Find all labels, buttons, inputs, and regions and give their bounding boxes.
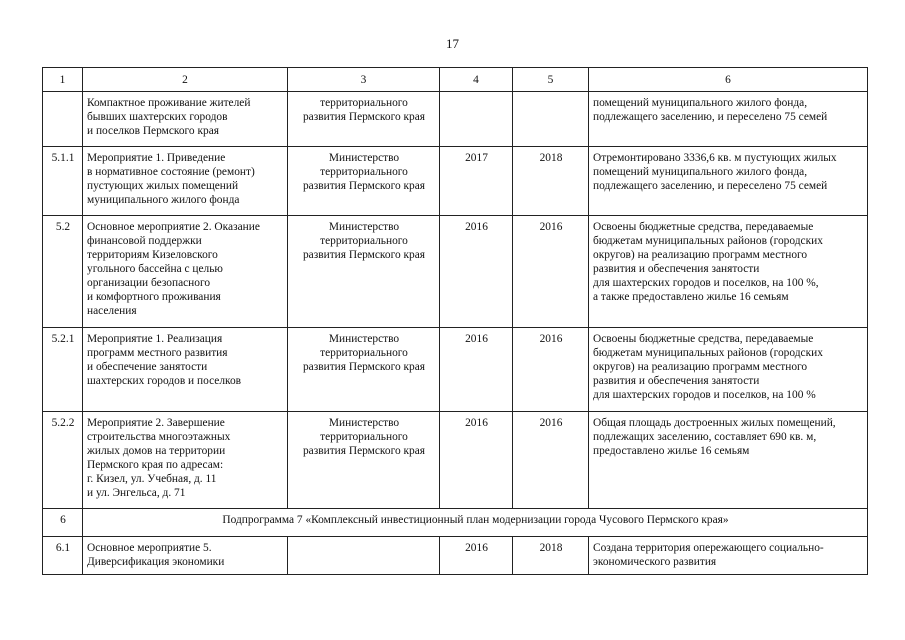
row-end-year: 2018 bbox=[513, 537, 589, 575]
row-id: 5.2.2 bbox=[43, 412, 83, 509]
row-start-year: 2016 bbox=[440, 328, 513, 412]
row-executor: Министерство территориального развития Пермского края bbox=[288, 147, 440, 216]
row-start-year: 2016 bbox=[440, 412, 513, 509]
row-start-year: 2017 bbox=[440, 147, 513, 216]
program-table bbox=[42, 67, 868, 575]
row-event: Мероприятие 2. Завершение строительства многоэтажных жилых домов на территории Пермского края по адресам: г. Кизел, ул. Учебная, д. 11 и ул. Энгельса, д. 71 bbox=[83, 412, 288, 509]
header-cell: 5 bbox=[513, 68, 589, 92]
row-end-year bbox=[513, 92, 589, 147]
row-end-year: 2018 bbox=[513, 147, 589, 216]
row-executor: Министерство территориального развития Пермского края bbox=[288, 216, 440, 328]
row-executor: Министерство территориального развития Пермского края bbox=[288, 412, 440, 509]
header-cell: 6 bbox=[589, 68, 868, 92]
subprogram-title: Подпрограмма 7 «Комплексный инвестиционный план модернизации города Чусового Пермского края» bbox=[83, 509, 868, 537]
row-event: Основное мероприятие 2. Оказание финансовой поддержки территориям Кизеловского угольного бассейна с целью организации безопасного и комфортного проживания населения bbox=[83, 216, 288, 328]
row-id: 5.1.1 bbox=[43, 147, 83, 216]
row-result: Освоены бюджетные средства, передаваемые бюджетам муниципальных районов (городских округов) на реализацию программ местного развития и обеспечения занятости для шахтерских городов и поселков, на 100 % bbox=[589, 328, 868, 412]
row-event: Основное мероприятие 5. Диверсификация экономики bbox=[83, 537, 288, 575]
row-id: 5.2.1 bbox=[43, 328, 83, 412]
header-cell: 1 bbox=[43, 68, 83, 92]
row-executor: территориального развития Пермского края bbox=[288, 92, 440, 147]
header-cell: 2 bbox=[83, 68, 288, 92]
table-header-row bbox=[43, 68, 868, 92]
row-end-year: 2016 bbox=[513, 216, 589, 328]
row-result: Отремонтировано 3336,6 кв. м пустующих жилых помещений муниципального жилого фонда, подлежащего заселению, и переселено 75 семей bbox=[589, 147, 868, 216]
table-row bbox=[43, 147, 868, 216]
table-row bbox=[43, 537, 868, 575]
row-id bbox=[43, 92, 83, 147]
table-row bbox=[43, 216, 868, 328]
row-start-year bbox=[440, 92, 513, 147]
row-event: Компактное проживание жителей бывших шахтерских городов и поселков Пермского края bbox=[83, 92, 288, 147]
row-result: Освоены бюджетные средства, передаваемые бюджетам муниципальных районов (городских округов) на реализацию программ местного развития и обеспечения занятости для шахтерских городов и поселков, на 100 %, а также предоставлено жилье 16 семьям bbox=[589, 216, 868, 328]
row-event: Мероприятие 1. Реализация программ местного развития и обеспечение занятости шахтерских городов и поселков bbox=[83, 328, 288, 412]
row-result: Создана территория опережающего социально- экономического развития bbox=[589, 537, 868, 575]
row-start-year: 2016 bbox=[440, 216, 513, 328]
subprogram-id: 6 bbox=[43, 509, 83, 537]
table-row bbox=[43, 328, 868, 412]
row-id: 5.2 bbox=[43, 216, 83, 328]
header-cell: 4 bbox=[440, 68, 513, 92]
row-end-year: 2016 bbox=[513, 412, 589, 509]
row-result: помещений муниципального жилого фонда, подлежащего заселению, и переселено 75 семей bbox=[589, 92, 868, 147]
row-start-year: 2016 bbox=[440, 537, 513, 575]
row-executor bbox=[288, 537, 440, 575]
table-row bbox=[43, 92, 868, 147]
table-row bbox=[43, 412, 868, 509]
row-end-year: 2016 bbox=[513, 328, 589, 412]
row-result: Общая площадь достроенных жилых помещений, подлежащих заселению, составляет 690 кв. м, предоставлено жилье 16 семьям bbox=[589, 412, 868, 509]
row-executor: Министерство территориального развития Пермского края bbox=[288, 328, 440, 412]
row-event: Мероприятие 1. Приведение в нормативное состояние (ремонт) пустующих жилых помещений муниципального жилого фонда bbox=[83, 147, 288, 216]
page-number: 17 bbox=[446, 36, 459, 51]
subprogram-row bbox=[43, 509, 868, 537]
header-cell: 3 bbox=[288, 68, 440, 92]
row-id: 6.1 bbox=[43, 537, 83, 575]
